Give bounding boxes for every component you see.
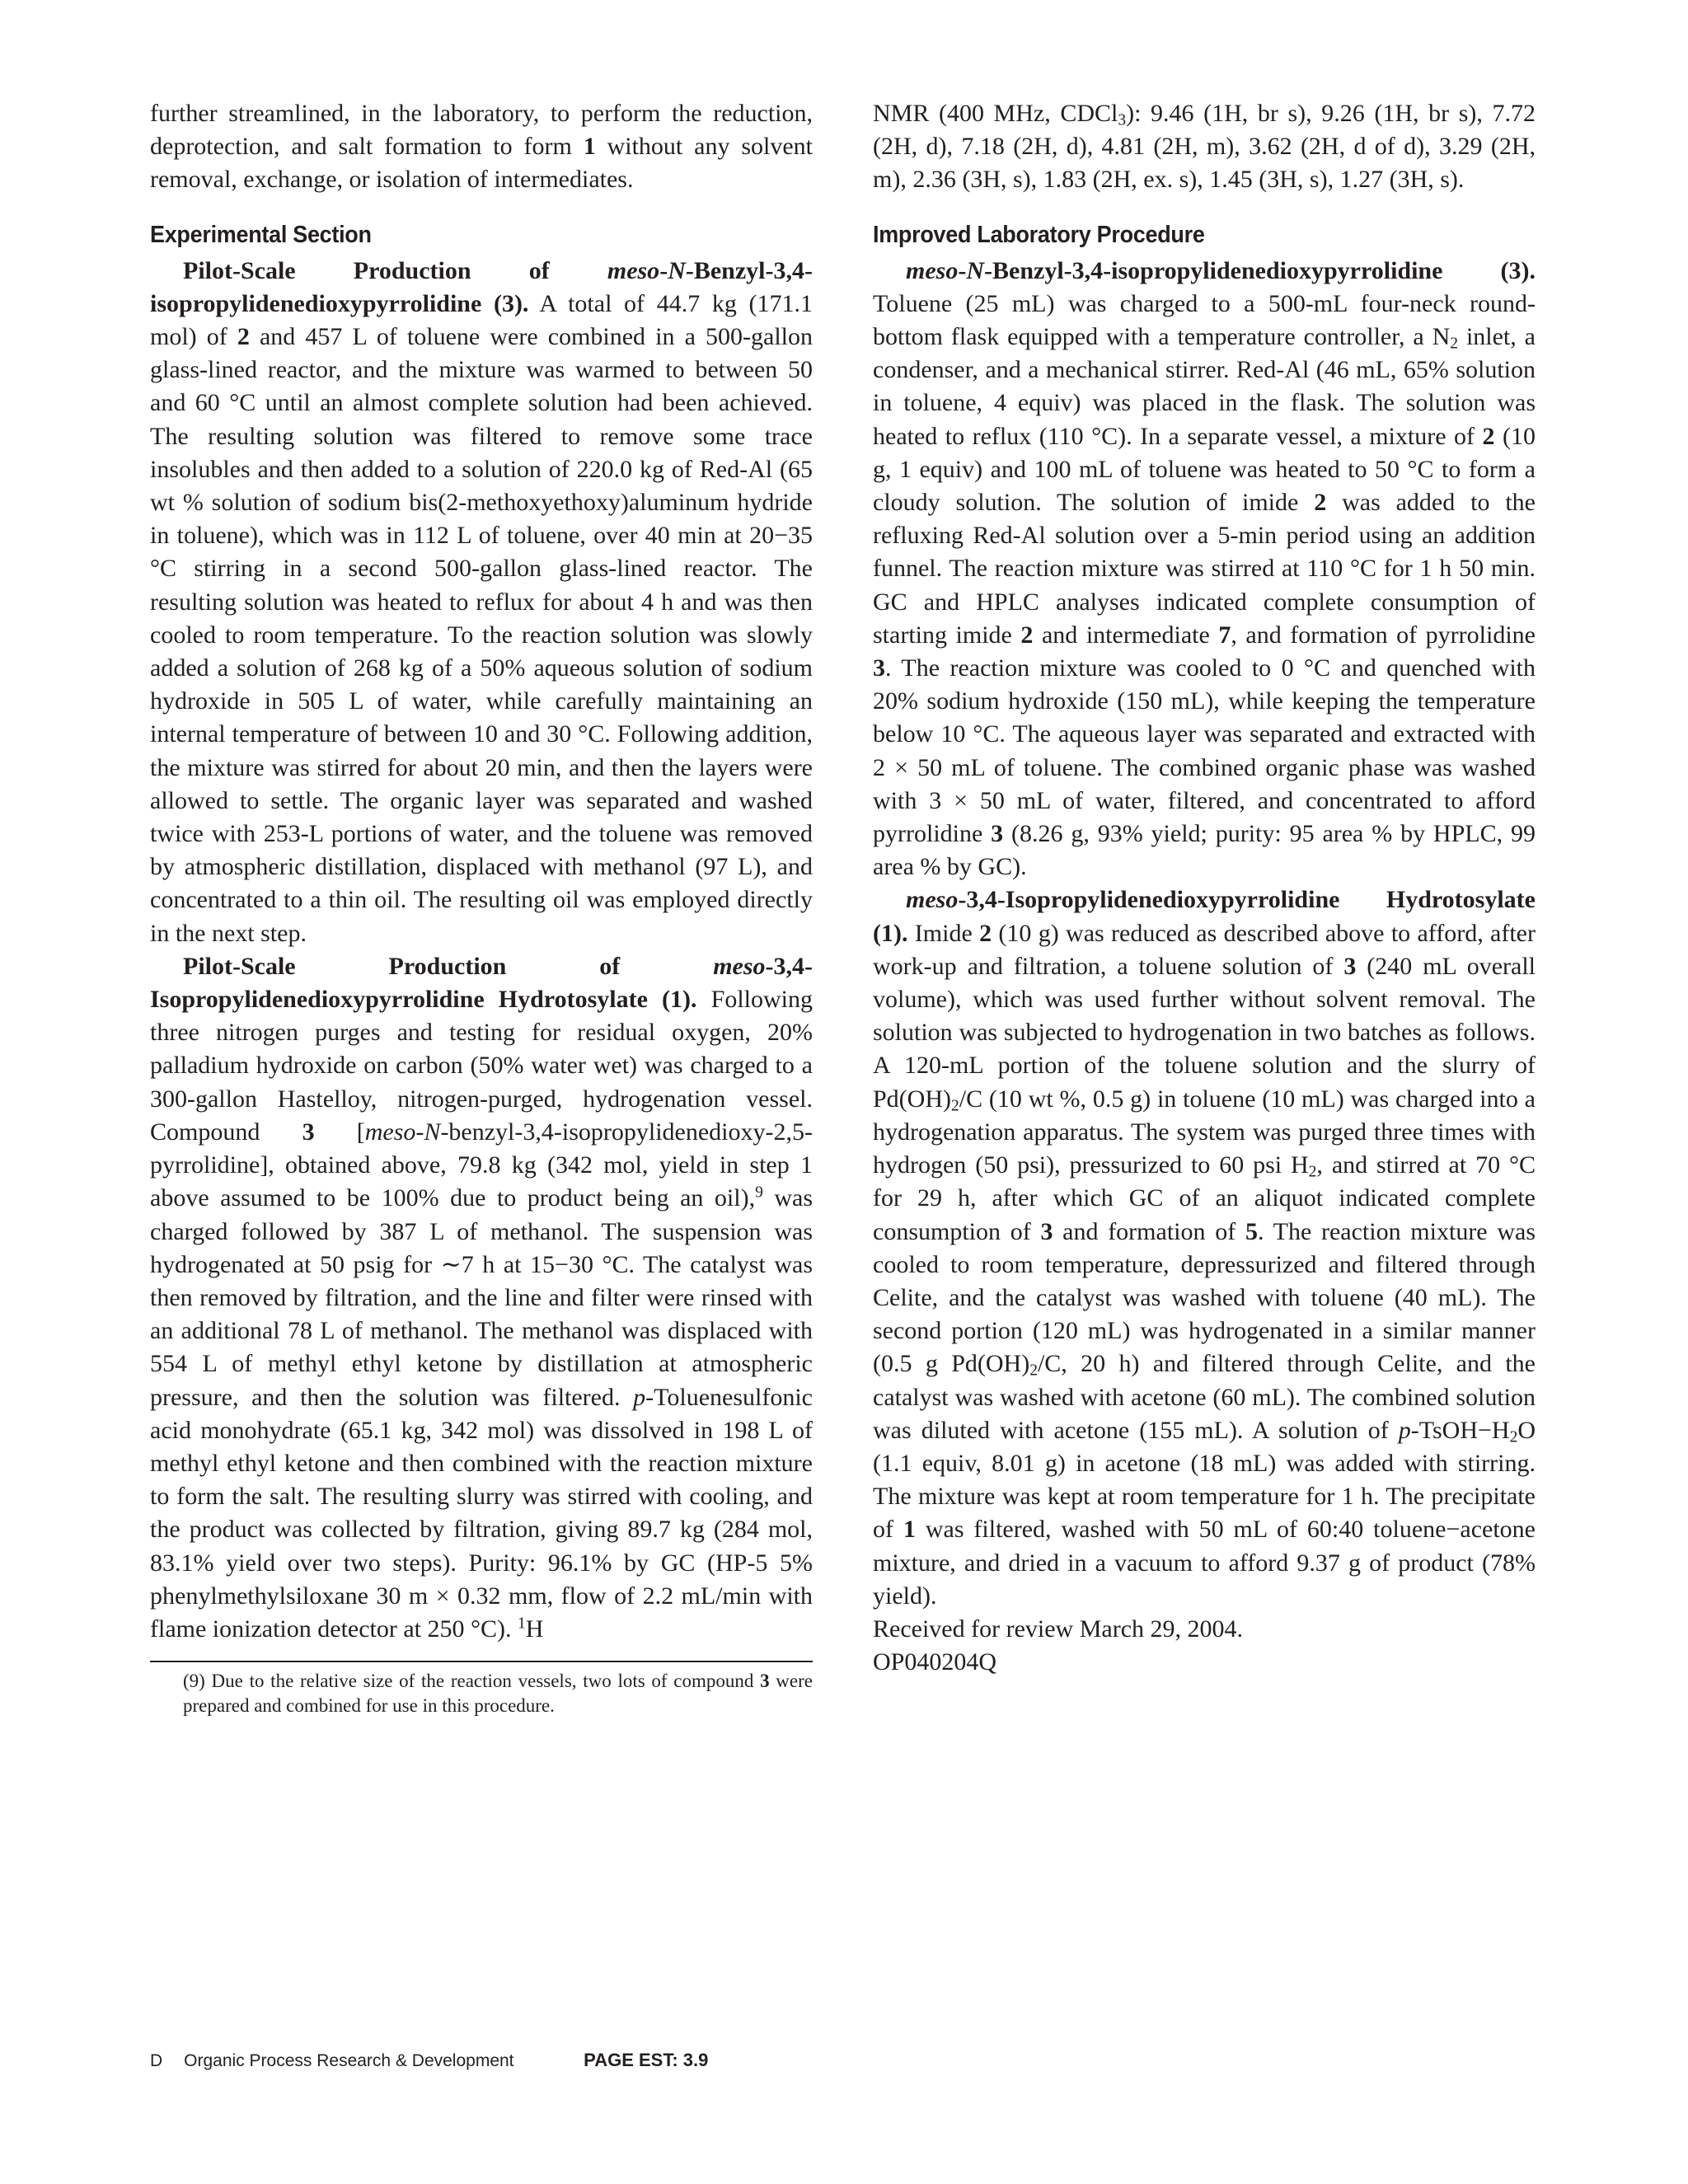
bold-run: -Benzyl-3,4-isopropylidenedioxypyrrolidine (3). xyxy=(984,256,1536,284)
text-run: (9) Due to the relative size of the reaction vessels, two lots of compound xyxy=(183,1671,761,1692)
bold-run: 1 xyxy=(903,1516,916,1544)
text-run: and formation of xyxy=(1053,1217,1245,1245)
text-run: - xyxy=(415,1118,424,1146)
bold-run: 3 xyxy=(873,654,885,682)
text-run: , and formation of pyrrolidine xyxy=(1231,621,1536,649)
text-run: [ xyxy=(314,1118,365,1146)
journal-name: Organic Process Research & Development xyxy=(184,2051,514,2070)
text-run: (240 mL overall volume), which was used further without solvent removal. The solution was subjected to hydrogenation in two batches as follows. A 120-mL portion of the toluene solution and the slurry of Pd(OH) xyxy=(873,952,1536,1113)
text-run: were prepared and combined for use in this procedure. xyxy=(183,1671,813,1717)
footnote-divider xyxy=(150,1661,813,1662)
subscript: 2 xyxy=(1450,335,1459,353)
page-letter: D xyxy=(150,2051,163,2070)
text-run: was charged followed by 387 L of methanol. The suspension was hydrogenated at 50 psig for ∼7 h at 15−30 °C. The catalyst was then removed by filtration, and the line and filter were rinsed with an additional 78 L of methanol. The methanol was displaced with 554 L of methyl ethyl ketone by distillation at atmospheric pressure, and then the solution was filtered. xyxy=(150,1184,813,1411)
section-heading-improved-procedure: Improved Laboratory Procedure xyxy=(873,221,1205,248)
text-run: . The reaction mixture was cooled to room temperature, depressurized and filtered through Celite, and the catalyst was washed with toluene (40 mL). The second portion (120 mL) was hydrogenated in a similar manner (0.5 g Pd(OH) xyxy=(873,1217,1536,1378)
subscript: 2 xyxy=(1029,1361,1038,1380)
nmr-data-paragraph xyxy=(873,97,1536,197)
bold-run: meso xyxy=(906,256,959,284)
procedure-paragraph-pilot-hydrotosylate xyxy=(150,950,813,1646)
left-column xyxy=(150,97,813,1718)
bold-run: meso xyxy=(906,886,959,914)
right-column xyxy=(873,97,1536,1679)
intro-paragraph xyxy=(150,97,813,197)
text-run: p xyxy=(1398,1416,1411,1444)
subscript: 2 xyxy=(1509,1428,1518,1446)
bold-run: 2 xyxy=(1020,621,1034,649)
text-run: was filtered, washed with 50 mL of 60:40 toluene−acetone mixture, and dried in a vacuum to afford 9.37 g of product (78% yield). xyxy=(873,1516,1536,1610)
manuscript-id: OP040204Q xyxy=(873,1648,997,1676)
text-run: p xyxy=(633,1383,646,1411)
bold-run: - xyxy=(659,256,668,284)
footnote-9 xyxy=(150,1669,813,1718)
bold-run: - xyxy=(958,256,967,284)
text-run: -TsOH−H xyxy=(1410,1416,1510,1444)
citation-superscript: 9 xyxy=(755,1183,763,1202)
bold-run: 2 xyxy=(1314,489,1327,517)
text-run: , and stirred at 70 °C for 29 h, after which GC of an aliquot indicated complete consumption of xyxy=(873,1151,1536,1245)
text-run: without any solvent removal, exchange, or isolation of intermediates. xyxy=(150,133,813,194)
page-estimate: PAGE EST: 3.9 xyxy=(584,2050,709,2070)
text-run: -Toluenesulfonic acid monohydrate (65.1 kg, 342 mol) was dissolved in 198 L of methyl ethyl ketone and then combined with the reaction mixture to form the salt. The resulting slurry was stirred with cooling, and the product was collected by filtration, giving 89.7 kg (284 mol, 83.1% yield over two steps). Purity: 96.1% by GC (HP-5 5% phenylmethylsiloxane 30 m × 0.32 mm, flow of 2.2 mL/min with flame ionization detector at 250 °C). xyxy=(150,1383,813,1643)
text-run: /C, 20 h) and filtered through Celite, and the catalyst was washed with acetone (60 mL). The combined solution was diluted with acetone (155 mL). A solution of xyxy=(873,1350,1536,1444)
text-run: (10 g, 1 equiv) and 100 mL of toluene was heated to 50 °C to form a cloudy solution. The solution of imide xyxy=(873,422,1536,517)
section-heading-experimental: Experimental Section xyxy=(150,221,372,248)
text-run: was added to the refluxing Red-Al solution over a 5-min period using an addition funnel. The reaction mixture was stirred at 110 °C for 1 h 50 min. GC and HPLC analyses indicated complete consumption of starting imide xyxy=(873,489,1536,649)
bold-run: 2 xyxy=(979,919,992,947)
bold-run: 5 xyxy=(1245,1217,1258,1245)
bold-run: 3 xyxy=(1343,952,1357,980)
bold-run: 3 xyxy=(302,1118,315,1146)
text-run: A total of 44.7 kg (171.1 mol) of xyxy=(150,289,813,351)
text-run: and 457 L of toluene were combined in a 500-gallon glass-lined reactor, and the mixture was warmed to between 50 and 60 °C until an almost complete solution had been achieved. The resulting solution was filtered to remove some trace insolubles and then added to a solution of 220.0 kg of Red-Al (65 wt % solution of sodium bis(2-methoxyethoxy)aluminum hydride in toluene), which was in 112 L of toluene, over 40 min at 20−35 °C stirring in a second 500-gallon glass-lined reactor. The resulting solution was heated to reflux for about 4 h and was then cooled to room temperature. To the reaction solution was slowly added a solution of 268 kg of a 50% aqueous solution of sodium hydroxide in 505 L of water, while carefully maintaining an internal temperature of between 10 and 30 °C. Following addition, the mixture was stirred for about 20 min, and then the layers were allowed to settle. The organic layer was separated and washed twice with 253-L portions of water, and the toluene was removed by atmospheric distillation, displaced with methanol (97 L), and concentrated to a thin oil. The resulting oil was employed directly in the next step. xyxy=(150,323,813,947)
text-run: Toluene (25 mL) was charged to a 500-mL four-neck round-bottom flask equipped with a temperature controller, a N xyxy=(873,289,1536,351)
bold-run: 3 xyxy=(991,820,1004,848)
citation-superscript: 1 xyxy=(518,1615,526,1633)
subscript: 2 xyxy=(951,1096,959,1114)
text-run: . The reaction mixture was cooled to 0 °C and quenched with 20% sodium hydroxide (150 mL), while keeping the temperature below 10 °C. The aqueous layer was separated and extracted with 2 × 50 mL of toluene. The combined organic phase was washed with 3 × 50 mL of water, filtered, and concentrated to afford pyrrolidine xyxy=(873,654,1536,848)
bold-run: 2 xyxy=(237,323,250,351)
text-run: meso xyxy=(364,1118,416,1146)
text-run: and intermediate xyxy=(1033,621,1219,649)
bold-run: 7 xyxy=(1218,621,1231,649)
bold-run: meso xyxy=(607,256,660,284)
bold-run: 1 xyxy=(583,133,596,161)
text-run: -benzyl-3,4-isopropylidenedioxy-2,5-pyrrolidine], obtained above, 79.8 kg (342 mol, yield in step 1 above assumed to be 100% due to product being an oil), xyxy=(150,1118,813,1212)
text-run: further streamlined, in the laboratory, to perform the reduction, deprotection, and salt formation to form xyxy=(150,100,813,161)
text-run: Following three nitrogen purges and testing for residual oxygen, 20% palladium hydroxide on carbon (50% water wet) was charged to a 300-gallon Hastelloy, nitrogen-purged, hydrogenation vessel. Compound xyxy=(150,986,813,1146)
text-run: NMR (400 MHz, CDCl xyxy=(873,100,1118,127)
bold-run: meso xyxy=(713,952,766,980)
bold-run: 3 xyxy=(1040,1217,1053,1245)
page-footer xyxy=(150,2049,708,2073)
received-date: Received for review March 29, 2004. xyxy=(873,1615,1244,1643)
bold-run: -3,4-Isopropylidenedioxypyrrolidine Hydrotosylate (1). xyxy=(150,952,813,1014)
text-run: inlet, a condenser, and a mechanical stirrer. Red-Al (46 mL, 65% solution in toluene, 4 equiv) was placed in the flask. The solution was heated to reflux (110 °C). In a separate vessel, a mixture of xyxy=(873,323,1536,450)
bold-run: N xyxy=(668,256,686,284)
text-run: /C (10 wt %, 0.5 g) in toluene (10 mL) was charged into a hydrogenation apparatus. The system was purged three times with hydrogen (50 psi), pressurized to 60 psi H xyxy=(873,1085,1536,1179)
subscript: 2 xyxy=(1308,1163,1317,1181)
bold-run: Pilot-Scale Production of xyxy=(183,952,714,980)
text-run: (8.26 g, 93% yield; purity: 95 area % by HPLC, 99 area % by GC). xyxy=(873,820,1536,881)
text-run: (10 g) was reduced as described above to afford, after work-up and filtration, a toluene solution of xyxy=(873,919,1536,980)
text-run: ): 9.46 (1H, br s), 9.26 (1H, br s), 7.72 (2H, d), 7.18 (2H, d), 4.81 (2H, m), 3.62 (2H, d of d), 3.29 (2H, m), 2.36 (3H, s), 1.83 (2H, ex. s), 1.45 (3H, s), 1.27 (3H, s). xyxy=(873,100,1536,194)
text-run: N xyxy=(424,1118,441,1146)
bold-run: 3 xyxy=(760,1671,770,1692)
text-run: H xyxy=(525,1615,544,1643)
bold-run: -3,4-Isopropylidenedioxypyrrolidine Hydrotosylate (1). xyxy=(873,886,1536,947)
bold-run: 2 xyxy=(1482,422,1495,450)
procedure-paragraph-lab-hydrotosylate xyxy=(873,883,1536,1612)
text-run: Imide xyxy=(907,919,980,947)
bold-run: -Benzyl-3,4-isopropylidenedioxypyrrolidine (3). xyxy=(150,256,813,317)
text-run: O (1.1 equiv, 8.01 g) in acetone (18 mL) was added with stirring. The mixture was kept at room temperature for 1 h. The precipitate of xyxy=(873,1416,1536,1544)
procedure-paragraph-pilot-benzyl xyxy=(150,255,813,950)
subscript: 3 xyxy=(1118,111,1127,129)
bold-run: Pilot-Scale Production of xyxy=(183,256,607,284)
procedure-paragraph-lab-benzyl xyxy=(873,255,1536,884)
bold-run: N xyxy=(966,256,984,284)
